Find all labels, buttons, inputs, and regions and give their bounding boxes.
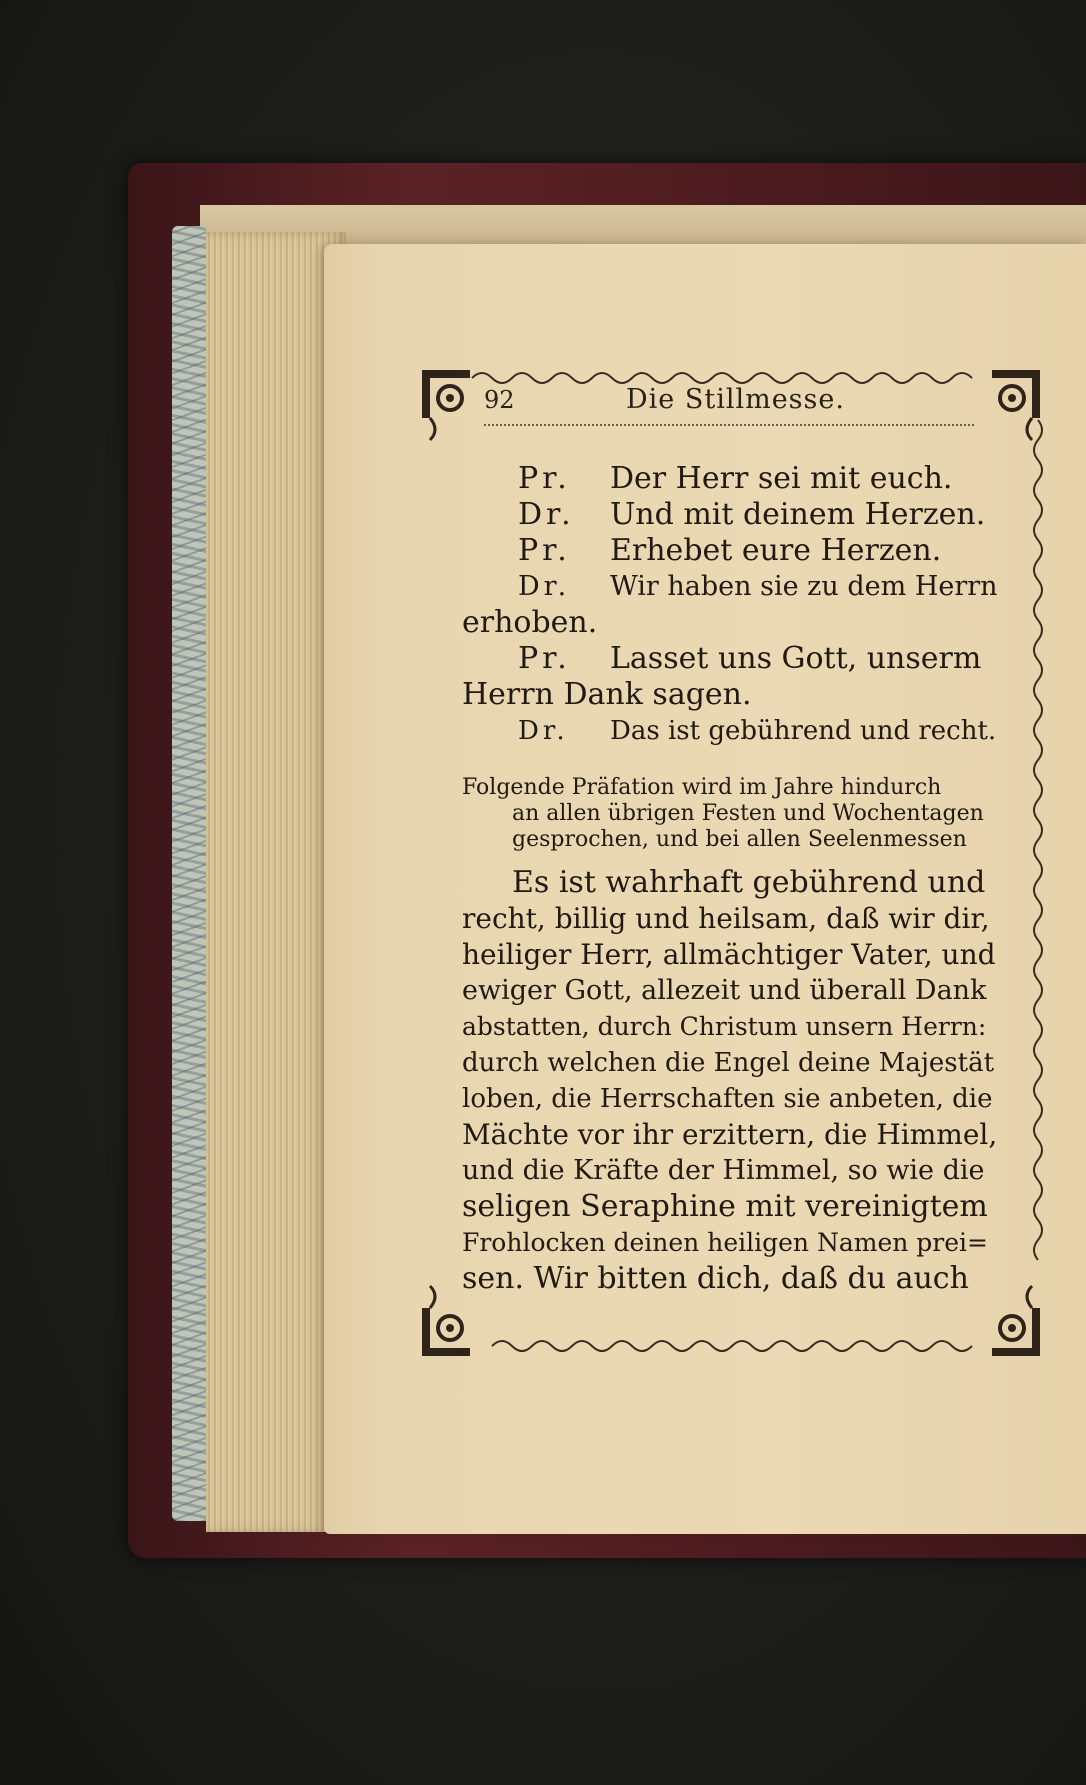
speaker-label: Dr. [518, 571, 571, 602]
speaker-label: Pr. [518, 461, 571, 496]
dialogue-text: Wir haben sie zu dem Herrn [610, 571, 998, 602]
running-title: Die Stillmesse. [626, 384, 845, 415]
rubric-line: gesprochen, und bei allen Seelenmessen [512, 827, 967, 852]
page-number: 92 [484, 386, 515, 414]
body-line: Frohlocken deinen heiligen Namen prei= [462, 1228, 988, 1257]
body-line: und die Kräfte der Himmel, so wie die [462, 1155, 985, 1186]
speaker-label: Pr. [518, 641, 571, 676]
body-line: loben, die Herrschaften sie anbeten, die [462, 1084, 993, 1114]
dialogue-text: Lasset uns Gott, unserm [610, 641, 982, 676]
body-line: ewiger Gott, allezeit und überall Dank [462, 975, 987, 1006]
body-line: Es ist wahrhaft gebührend und [512, 865, 986, 900]
body-line: sen. Wir bitten dich, daß du auch [462, 1261, 969, 1296]
body-line: seligen Seraphine mit vereinigtem [462, 1189, 988, 1224]
dialogue-line [518, 712, 1002, 750]
speaker-label: Dr. [518, 497, 575, 532]
dialogue-line [518, 568, 1002, 606]
dialogue-line [518, 496, 1002, 534]
dialogue-continuation: Herrn Dank sagen. [462, 677, 752, 712]
dialogue-line [518, 640, 1002, 678]
dialogue-text: Und mit deinem Herzen. [610, 497, 986, 532]
body-line: recht, billig und heilsam, daß wir dir, [462, 902, 990, 935]
speaker-label: Pr. [518, 533, 571, 568]
body-line: abstatten, durch Christum unsern Herrn: [462, 1012, 987, 1041]
dialogue-line [518, 532, 1002, 570]
marbled-page-edge [172, 226, 206, 1521]
dialogue-text: Der Herr sei mit euch. [610, 461, 953, 496]
speaker-label: Dr. [518, 716, 569, 746]
page-header [484, 382, 974, 422]
body-line: Mächte vor ihr erzittern, die Himmel, [462, 1118, 998, 1151]
dialogue-text: Erhebet eure Herzen. [610, 533, 942, 568]
body-line: heiliger Herr, allmächtiger Vater, und [462, 938, 996, 971]
header-rule [484, 424, 974, 426]
rubric-line: Folgende Präfation wird im Jahre hindurch [462, 775, 942, 800]
dialogue-line [518, 460, 1002, 498]
dialogue-text: Das ist gebührend und recht. [610, 716, 997, 746]
rubric-line: an allen übrigen Festen und Wochentagen [512, 801, 984, 826]
body-line: durch welchen die Engel deine Majestät [462, 1048, 995, 1078]
dialogue-continuation: erhoben. [462, 605, 598, 640]
